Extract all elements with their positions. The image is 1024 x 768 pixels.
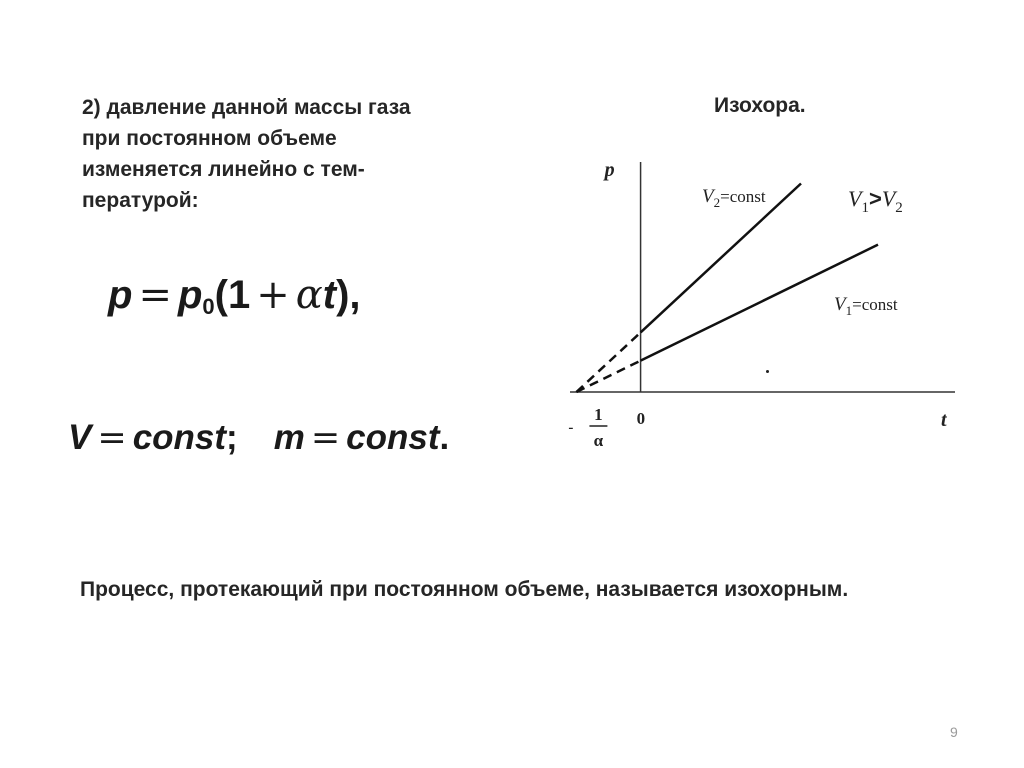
cond-end: .	[439, 418, 450, 457]
formula-close-paren: ),	[336, 273, 361, 317]
series-label-v1	[834, 294, 898, 318]
cond-const2: const	[346, 418, 440, 457]
relation-sign: >	[868, 186, 882, 211]
series-label-v2	[702, 186, 766, 210]
intro-line: пературой:	[82, 189, 199, 212]
series-layer	[576, 184, 878, 392]
relation-left-sub: 1	[861, 200, 869, 216]
formula-p0-base: p	[177, 273, 203, 317]
intro-line: изменяется линейно с тем-	[82, 158, 365, 181]
relation-left-var: V	[848, 186, 862, 211]
page-number: 9	[950, 724, 958, 740]
cond-m: m	[273, 418, 305, 457]
cond-sep: ;	[226, 418, 238, 457]
cond-v: V	[68, 418, 92, 457]
intercept-minus: -	[568, 420, 574, 436]
label-v1-var: V	[834, 294, 846, 315]
definition-text: Процесс, протекающий при постоянном объеме, называется изохорным.	[80, 578, 849, 601]
formula-alpha: α	[295, 272, 323, 318]
series-labels	[702, 186, 903, 318]
origin-label: 0	[636, 409, 646, 428]
intercept-denominator: α	[593, 431, 604, 450]
chart-title: Изохора.	[714, 94, 806, 117]
formula-open-paren: (	[214, 273, 228, 317]
y-axis-label: p	[604, 159, 615, 181]
intro-line: 2) давление данной массы газа	[82, 96, 411, 119]
intercept-label	[568, 405, 607, 450]
formula-equals: =	[138, 272, 172, 318]
isochore-chart	[560, 140, 980, 470]
label-v2-sub: 2	[713, 195, 721, 210]
formula-t: t	[322, 273, 337, 317]
stray-dot	[766, 370, 769, 373]
label-v1-rest: =const	[852, 295, 898, 314]
cond-eq1: =	[97, 418, 127, 458]
label-v2-var: V	[702, 186, 714, 207]
formula-p0-sub: 0	[202, 294, 215, 319]
cond-eq2: =	[310, 418, 341, 458]
intercept-numerator: 1	[594, 405, 603, 424]
formula-plus: +	[256, 272, 290, 318]
relation-right-var: V	[881, 186, 896, 211]
formula-p: p	[108, 273, 133, 317]
relation-right-sub: 2	[895, 200, 903, 216]
x-axis-label: t	[941, 409, 947, 431]
intro-line: при постоянном объеме	[82, 127, 337, 150]
cond-const1: const	[132, 418, 227, 457]
pressure-formula	[108, 272, 361, 320]
extrapolation-line-v1	[576, 361, 640, 392]
extrapolation-line-v2	[576, 332, 640, 392]
formula-one: 1	[227, 273, 251, 317]
conditions-formula	[68, 418, 449, 458]
label-v1-sub: 1	[845, 303, 853, 318]
label-v2-rest: =const	[720, 187, 766, 206]
intro-text	[82, 92, 502, 216]
volume-relation-label	[848, 186, 903, 216]
